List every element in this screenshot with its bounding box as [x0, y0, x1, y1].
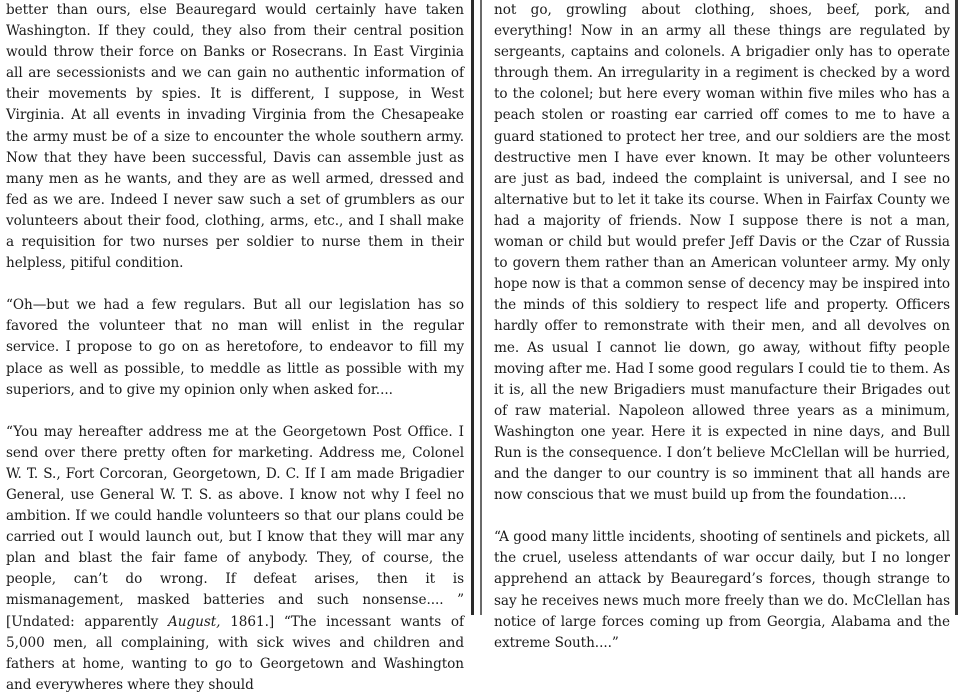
- paragraph-3-text: “You may hereafter address me at the Georgetown Post Office. I send over there pretty often for marketing. Address me, Colonel W. T. S., Fort Corcoran, Georgetown, D. C. If I am made Brigadier General, use General W. T. S. as above. I know not why I feel no ambition. If we could handle volunteers so that our plans could be carried out I would launch out, but I know that they will mar any plan and blast the fair fame of anybody. They, of course, the people, can’t do wrong. If defeat arises, then it is mismanagement, masked batteries and such nonsense.... ” [Undated: apparently: [6, 423, 464, 630]
- column-divider-dark: [471, 0, 474, 615]
- paragraph-1: better than ours, else Beauregard would certainly have taken Washington. If they could, they also from their central position would throw their force on Banks or Rosecrans. In East Virginia all are secessionists and we can gain no authentic information of their movements by spies. It is different, I suppose, in West Virginia. At all events in invading Virginia from the Chesapeake the army must be of a size to encounter the whole southern army. Now that they have been successful, Davis can assemble just as many men as he wants, and they are as well armed, dressed and fed as we are. Indeed I never saw such a set of grumblers as our volunteers about their food, clothing, arms, etc., and I shall make a requisition for two nurses per soldier to nurse them in their helpless, pitiful condition.: [6, 2, 464, 272]
- page-edge: [955, 0, 958, 615]
- right-text-column: [494, 0, 950, 651]
- left-text-column: [6, 0, 464, 693]
- paragraph-3-italic-date: August,: [168, 613, 221, 630]
- paragraph-5: “A good many little incidents, shooting of sentinels and pickets, all the cruel, useless attendants of war occur daily, but I no longer apprehend an attack by Beauregard’s forces, though strange to say he receives news much more freely than we do. McClellan has notice of large forces coming up from Georgia, Alabama and the extreme South....”: [494, 529, 950, 651]
- paragraph-3: [6, 422, 464, 696]
- paragraph-2: “Oh—but we had a few regulars. But all our legislation has so favored the volunteer that no man will enlist in the regular service. I propose to go on as heretofore, to endeavor to fill my place as well as possible, to meddle as little as possible with my superiors, and to give my opinion only when asked for....: [6, 297, 464, 398]
- paragraph-3-tail: 1861.] “The incessant wants of 5,000 men, all complaining, with sick wives and children and fathers at home, wanting to go to Georgetown and Washington and everywheres where they should: [6, 613, 464, 693]
- column-divider-light: [480, 0, 482, 615]
- paragraph-4: not go, growling about clothing, shoes, beef, pork, and everything! Now in an army all these things are regulated by sergeants, captains and colonels. A brigadier only has to operate through them. An irregularity in a regiment is checked by a word to the colonel; but here every woman within five miles who has a peach stolen or roasting ear carried off comes to me to have a guard stationed to protect her tree, and our soldiers are the most destructive men I have ever known. It may be other volunteers are just as bad, indeed the complaint is universal, and I see no alternative but to let it take its course. When in Fairfax County we had a majority of friends. Now I suppose there is not a man, woman or child but would prefer Jeff Davis or the Czar of Russia to govern them rather than an American volunteer army. My only hope now is that a common sense of decency may be inspired into the minds of this soldiery to respect life and property. Officers hardly offer to remonstrate with their men, and all devolves on me. As usual I cannot lie down, go away, without fifty people moving after me. Had I some good regulars I could tie to them. As it is, all the new Brigadiers must manufacture their Brigades out of raw material. Napoleon allowed three years as a minimum, Washington one year. Here it is expected in nine days, and Bull Run is the consequence. I don’t believe McClellan will be hurried, and the danger to our country is so imminent that all hands are now conscious that we must build up from the foundation....: [494, 2, 950, 504]
